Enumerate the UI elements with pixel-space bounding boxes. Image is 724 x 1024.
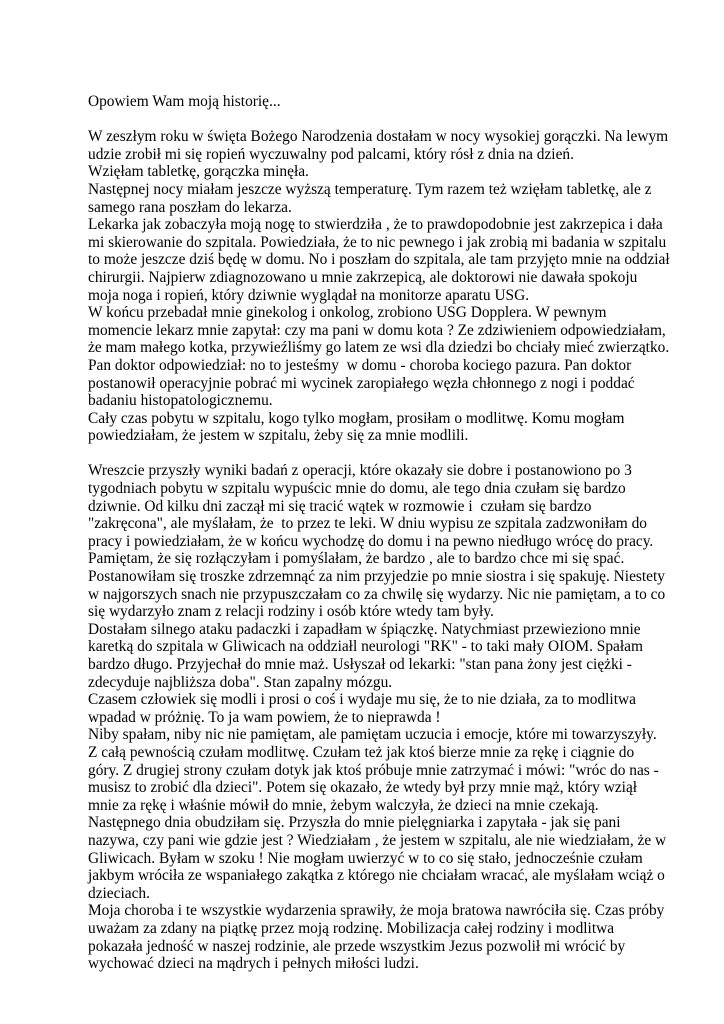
text-line: samego rana poszłam do lekarza. bbox=[88, 198, 292, 216]
text-line: nazywa, czy pani wie gdzie jest ? Wiedziałam , że jestem w szpitalu, ale nie wiedziałam, że w bbox=[88, 831, 667, 849]
text-line: uważam za zdany na piątkę przez moją rodzinę. Mobilizacja całej rodziny i modlitwa bbox=[88, 919, 615, 937]
text-line: musisz to zrobić dla dzieci". Potem się okazało, że wtedy był przy mnie mąż, który wziął bbox=[88, 779, 638, 797]
text-line: się wydarzyło znam z relacji rodziny i osób które wtedy tam były. bbox=[88, 603, 494, 621]
text-line: powiedziałam, że jestem w szpitalu, żeby się za mnie modlili. bbox=[88, 427, 469, 445]
text-line: Dostałam silnego ataku padaczki i zapadłam w śpiączkę. Natychmiast przewieziono mnie bbox=[88, 620, 641, 638]
text-line: wpadad w próżnię. To ja wam powiem, że to nieprawda ! bbox=[88, 708, 441, 726]
text-line: pracy i powiedziałam, że w końcu wychodzę do domu i na pewno niedługo wrócę do pracy. bbox=[88, 532, 654, 550]
text-line: Niby spałam, niby nic nie pamiętam, ale pamiętam uczucia i emocje, które mi towarzyszyły. bbox=[88, 726, 657, 744]
text-line: tygodniach pobytu w szpitalu wypuścic mnie do domu, ale tego dnia czułam się bardzo bbox=[88, 480, 626, 498]
text-line: Czasem człowiek się modli i prosi o coś i wydaje mu się, że to nie działa, za to modlitwa bbox=[88, 691, 636, 709]
text-line: Pamiętam, że się rozłączyłam i pomyślałam, że bardzo , ale to bardzo chce mi się spać. bbox=[88, 550, 625, 568]
document-title: Opowiem Wam moją historię... bbox=[88, 93, 281, 110]
text-line: to może jeszcze dziś będę w domu. No i poszłam do szpitala, ale tam przyjęto mnie na oddział bbox=[88, 251, 670, 269]
text-line: jakbym wróciła ze wspaniałego zakątka z którego nie chciałam wracać, ale myślałam wciąż o bbox=[88, 867, 665, 885]
paragraph-1 bbox=[88, 128, 670, 445]
text-line: bardzo długo. Przyjechał do mnie maż. Usłyszał od lekarki: "stan pana żony jest ciężki - bbox=[88, 656, 632, 673]
text-line: mnie za rękę i właśnie mówił do mnie, żebym walczyła, że dzieci na mnie czekają. bbox=[88, 796, 599, 814]
text-line: Wzięłam tabletkę, gorączka minęła. bbox=[88, 163, 309, 181]
text-line: moja noga i ropień, który dziwnie wyglądał na monitorze aparatu USG. bbox=[88, 286, 530, 304]
text-line: Lekarka jak zobaczyła moją nogę to stwierdziła , że to prawdopodobnie jest zakrzepica i dała bbox=[88, 216, 663, 234]
text-line: dzieciach. bbox=[88, 884, 150, 902]
paragraph-gap bbox=[88, 445, 648, 463]
text-line: "zakręcona", ale myślałam, że to przez te leki. W dniu wypisu ze szpitala zadzwoniłam do bbox=[88, 515, 648, 533]
text-line: Postanowiłam się troszke zdrzemnąć za nim przyjedzie po mnie siostra i się spakuję. Niestety bbox=[88, 568, 665, 586]
text-line: Pan doktor odpowiedział: no to jesteśmy w domu - choroba kociego pazura. Pan doktor bbox=[88, 356, 632, 374]
text-line: Cały czas pobytu w szpitalu, kogo tylko mogłam, prosiłam o modlitwę. Komu mogłam bbox=[88, 409, 625, 427]
text-line: w najgorszych snach nie przypuszczałam co za chwilę się wydarzy. Nic nie pamiętam, a to co bbox=[88, 585, 666, 603]
text-line: mi skierowanie do szpitala. Powiedziała, że to nic pewnego i jak zrobią mi badania w szpitalu bbox=[88, 233, 667, 251]
text-line: Następnej nocy miałam jeszcze wyższą temperaturę. Tym razem też wzięłam tabletkę, ale z bbox=[88, 180, 652, 198]
text-line: Wreszcie przyszły wyniki badań z operacji, które okazały sie dobre i postanowiono po 3 bbox=[88, 462, 632, 480]
document-page bbox=[88, 93, 670, 973]
text-line: Moja choroba i te wszystkie wydarzenia sprawiły, że moja bratowa nawróciła się. Czas próby bbox=[88, 902, 665, 920]
text-line: W zeszłym roku w święta Bożego Narodzenia dostałam w nocy wysokiej gorączki. Na lewym bbox=[88, 128, 669, 146]
text-line: chirurgii. Najpierw zdiagnozowano u mnie zakrzepicą, ale doktorowi nie dawała spokoju bbox=[88, 268, 638, 286]
text-line: W końcu przebadał mnie ginekolog i onkolog, zrobiono USG Dopplera. W pewnym bbox=[88, 304, 607, 322]
text-line: Następnego dnia obudziłam się. Przyszła do mnie pielęgniarka i zapytała - jak się pani bbox=[88, 814, 621, 832]
paragraph-2 bbox=[88, 462, 667, 973]
text-line: Gliwicach. Byłam w szoku ! Nie mogłam uwierzyć w to co się stało, jednocześnie czułam bbox=[88, 849, 643, 867]
text-line: karetką do szpitala w Gliwicach na oddziałl neurologi "RK" - to taki mały OIOM. Spałam bbox=[88, 638, 643, 656]
text-line: Z całą pewnością czułam modlitwę. Czułam też jak ktoś bierze mnie za rękę i ciągnie do bbox=[88, 743, 635, 761]
text-line: badaniu histopatologicznemu. bbox=[88, 392, 273, 410]
text-line: zdecyduje najbliższa doba". Stan zapalny mózgu. bbox=[88, 673, 393, 691]
text-line: góry. Z drugiej strony czułam dotyk jak ktoś próbuje mnie zatrzymać i mówi: "wróc do nas - bbox=[88, 761, 659, 779]
text-line: momencie lekarz mnie zapytał: czy ma pani w domu kota ? Ze zdziwieniem odpowiedziałam, bbox=[88, 321, 666, 339]
text-line: udzie zrobił mi się ropień wyczuwalny pod palcami, który rósł z dnia na dzień. bbox=[88, 145, 574, 163]
text-line: że mam małego kotka, przywieźliśmy go latem ze wsi dla dziedzi bo chciały mieć zwierzątko. bbox=[88, 339, 670, 357]
text-line: postanowił operacyjnie pobrać mi wycinek zaropiałego węzła chłonnego z nogi i poddać bbox=[88, 374, 635, 392]
paragraph-gap bbox=[88, 111, 648, 129]
text-line: dziwnie. Od kilku dni zaczął mi się tracić wątek w rozmowie i czułam się bardzo bbox=[88, 497, 592, 515]
text-line: pokazała jedność w naszej rodzinie, ale przede wszystkim Jezus pozwolił mi wrócić by bbox=[88, 937, 626, 955]
text-line: wychować dzieci na mądrych i pełnych miłości ludzi. bbox=[88, 955, 419, 973]
